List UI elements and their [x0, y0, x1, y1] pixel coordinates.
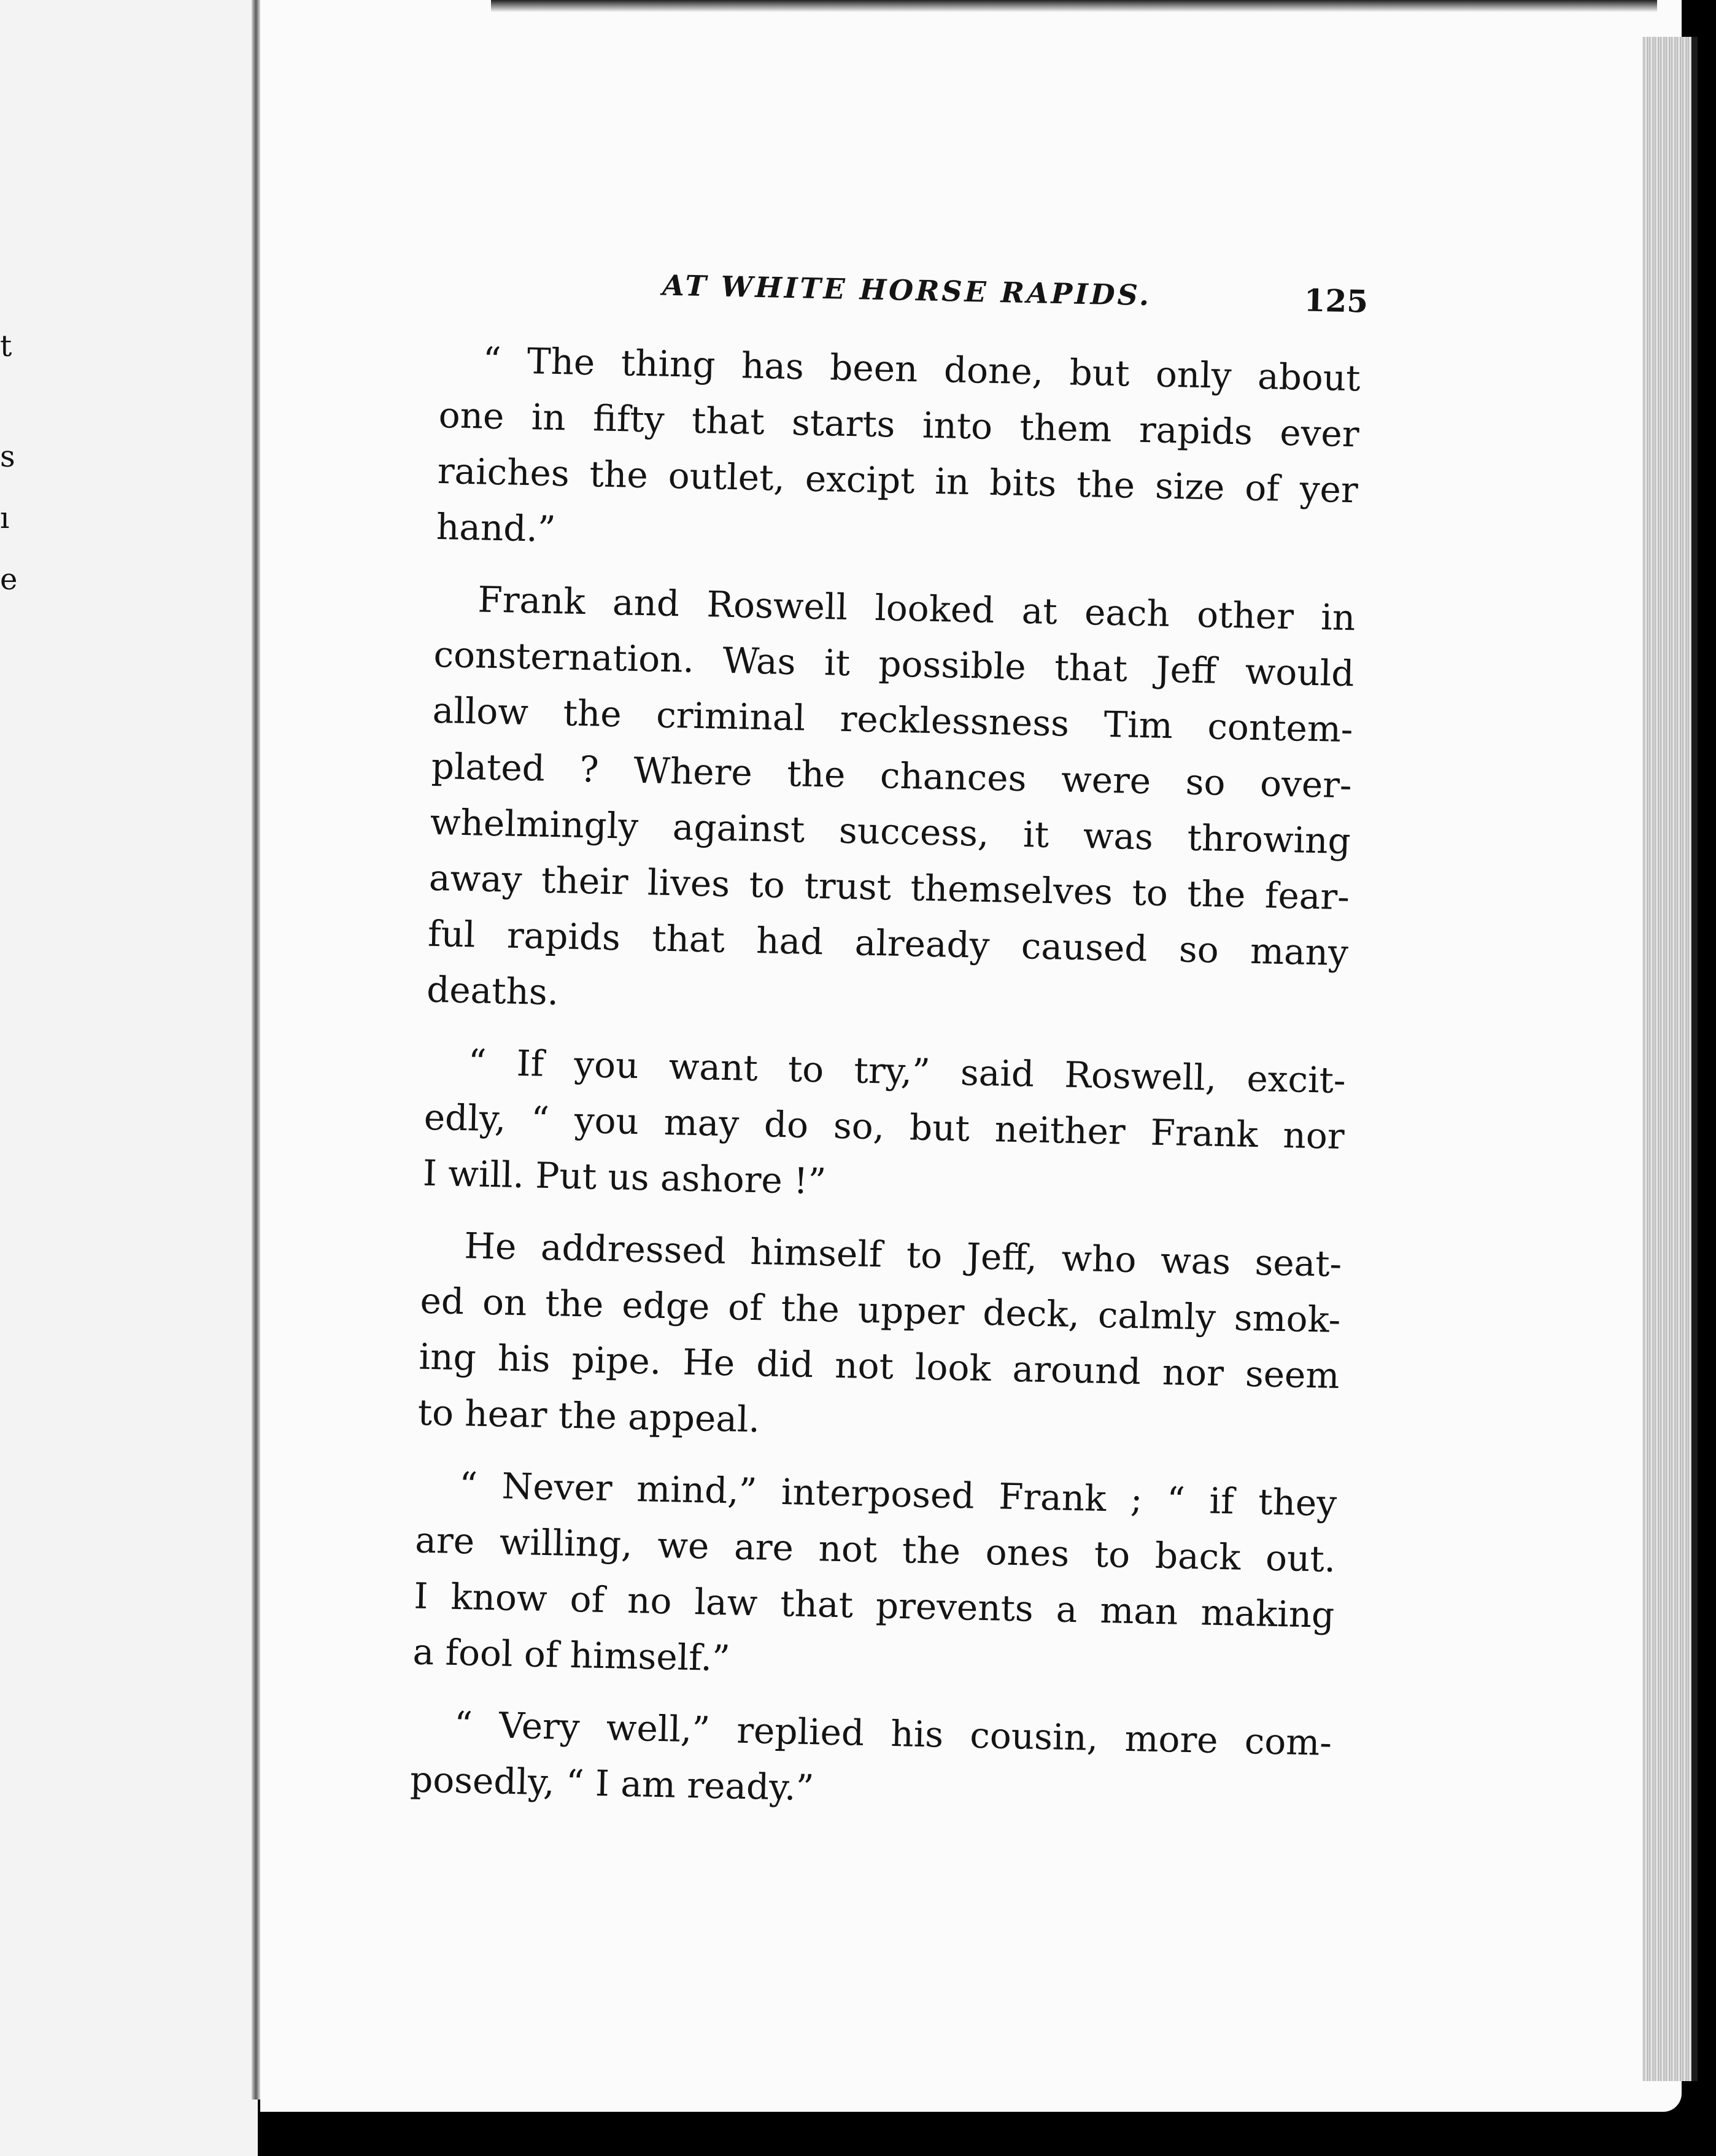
- body-text: [409, 332, 1361, 1827]
- text-line: edly, “ you may do so, but neither Frank nor: [423, 1096, 1345, 1158]
- running-head-title: AT WHITE HORSE RAPIDS.: [662, 268, 1152, 312]
- text-line: consternation. Was it possible that Jeff would: [433, 633, 1355, 695]
- text-line: Frank and Roswell looked at each other in: [477, 578, 1356, 639]
- text-line: away their lives to trust themselves to the fear-: [428, 856, 1350, 918]
- text-line: posedly, “ I am ready.”: [409, 1758, 814, 1809]
- text-line: I know of no law that prevents a man making: [413, 1575, 1335, 1636]
- binding-gutter: [252, 0, 260, 2100]
- text-line: deaths.: [426, 968, 559, 1014]
- text-line: “ The thing has been done, but only about: [482, 339, 1361, 400]
- text-line: whelmingly against success, it was throwing: [430, 801, 1351, 863]
- page-fore-edge: [1642, 37, 1698, 2081]
- text-line: hand.”: [436, 505, 557, 550]
- paragraph: [422, 1034, 1346, 1220]
- text-line: are willing, we are not the ones to back out.: [414, 1519, 1336, 1580]
- text-line: ing his pipe. He did not look around nor seem: [419, 1335, 1340, 1397]
- paragraph: [417, 1217, 1342, 1460]
- text-line: “ If you want to try,” said Roswell, excit-: [468, 1041, 1347, 1102]
- text-line: “ Never mind,” interposed Frank ; “ if they: [458, 1464, 1337, 1524]
- text-line: one in fifty that starts into them rapids ever: [438, 394, 1360, 456]
- text-line: ed on the edge of the upper deck, calmly smok-: [419, 1279, 1342, 1341]
- text-line: raiches the outlet, excipt in bits the size of yer: [437, 449, 1359, 511]
- text-line: ful rapids that had already caused so many: [427, 912, 1349, 974]
- top-shadow: [491, 0, 1657, 12]
- text-line: He addressed himself to Jeff, who was seat-: [463, 1225, 1342, 1285]
- page-number: 125: [1304, 282, 1369, 320]
- paragraph: [436, 332, 1361, 574]
- text-line: a fool of himself.”: [412, 1631, 731, 1680]
- text-line: plated ? Where the chances were so over-: [431, 745, 1353, 807]
- text-line: “ Very well,” replied his cousin, more com-: [454, 1703, 1332, 1764]
- paragraph: [412, 1457, 1337, 1699]
- text-block: [409, 264, 1369, 1843]
- text-line: allow the criminal recklessness Tim contem-: [432, 689, 1354, 751]
- text-line: to hear the appeal.: [417, 1391, 760, 1441]
- left-page: t s ı e: [0, 0, 258, 2156]
- paragraph: [409, 1696, 1332, 1826]
- paragraph: [426, 571, 1356, 1037]
- text-line: I will. Put us ashore !”: [422, 1152, 827, 1203]
